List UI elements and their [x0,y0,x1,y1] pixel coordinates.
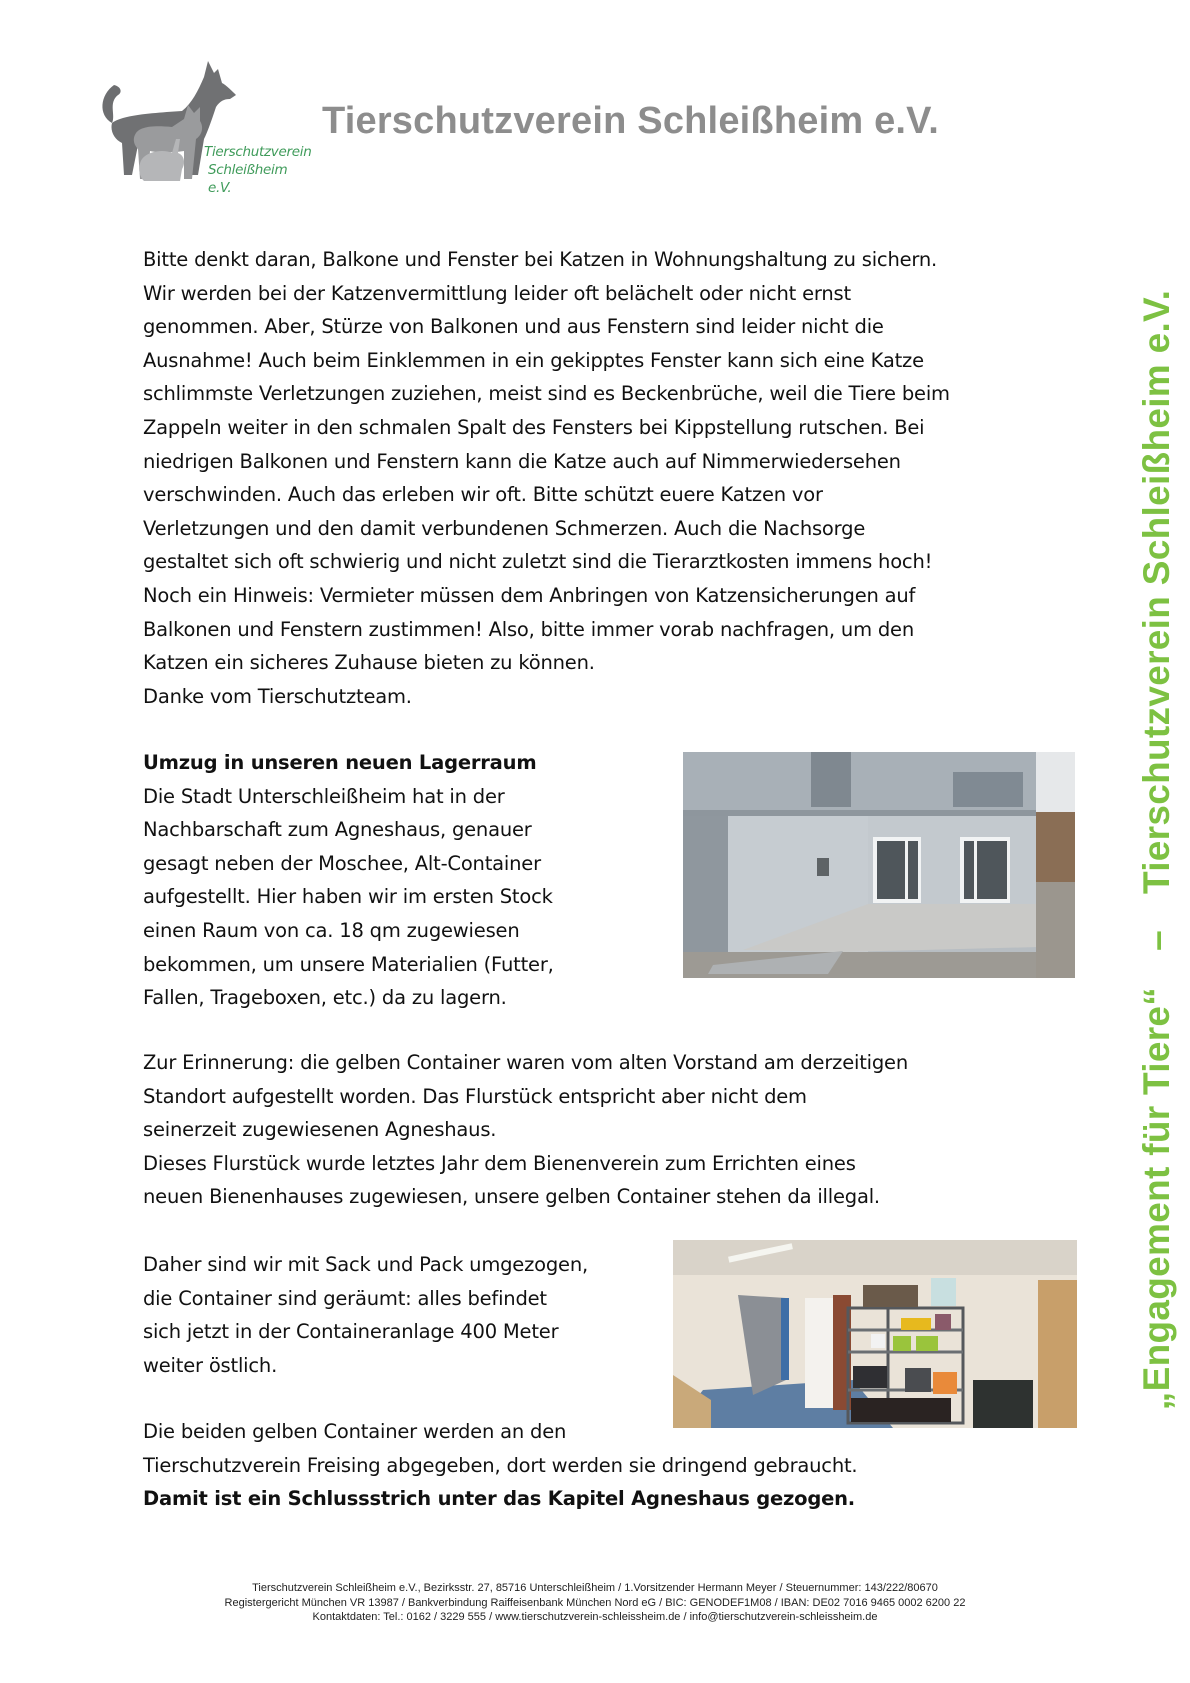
closing-bold-line: Damit ist ein Schlussstrich unter das Kapitel Agneshaus gezogen. [143,1487,856,1511]
logo-text-line: Tierschutzverein [204,144,312,160]
footer-bank-line: Registergericht München VR 13987 / Bankverbindung Raiffeisenbank München Nord eG / BIC: GENODEF1M08 / IBAN: DE02 7016 9465 0002 6200 22 [224,1596,966,1609]
text-line: Tierschutzverein Freising abgegeben, dort werden sie dringend gebraucht. [143,1453,858,1477]
text-line: Ausnahme! Auch beim Einklemmen in ein gekipptes Fenster kann sich eine Katze [143,348,924,372]
slogan-quote: „Engagement für Tiere“ [1136,986,1177,1411]
reminder-paragraph [143,1046,908,1214]
text-line: Bitte denkt daran, Balkone und Fenster bei Katzen in Wohnungshaltung zu sichern. [143,248,938,271]
text-line: bekommen, um unsere Materialien (Futter, [143,952,554,976]
text-line: Nachbarschaft zum Agneshaus, genauer [143,818,532,842]
text-line: sich jetzt in der Containeranlage 400 Meter [143,1320,559,1344]
text-line: Dieses Flurstück wurde letztes Jahr dem Bienenverein zum Errichten eines [143,1151,856,1175]
text-line: genommen. Aber, Stürze von Balkonen und aus Fenstern sind leider nicht die [143,315,884,339]
footer [0,1581,1190,1625]
text-line: schlimmste Verletzungen zuziehen, meist sind es Beckenbrüche, weil die Tiere beim [143,382,950,406]
logo [92,55,312,196]
slogan-name: Tierschutzverein Schleißheim e.V. [1136,289,1177,895]
text-line: Verletzungen und den damit verbundenen Schmerzen. Auch die Nachsorge [143,516,866,540]
photo-storage-room [673,1240,1077,1428]
text-line: die Container sind geräumt: alles befindet [143,1286,547,1310]
text-line: Die Stadt Unterschleißheim hat in der [143,784,505,808]
logo-text [204,143,311,197]
text-line: Die beiden gelben Container werden an den [143,1420,567,1443]
text-line: Standort aufgestellt worden. Das Flurstück entspricht aber nicht dem [143,1084,807,1108]
text-line: seinerzeit zugewiesenen Agneshaus. [143,1118,497,1142]
photo-containers [683,752,1075,978]
text-line: Daher sind wir mit Sack und Pack umgezogen, [143,1253,588,1276]
text-line: Noch ein Hinweis: Vermieter müssen dem Anbringen von Katzensicherungen auf [143,583,916,607]
page-title: Tierschutzverein Schleißheim e.V. [322,100,939,142]
text-line: Fallen, Trageboxen, etc.) da zu lagern. [143,986,507,1010]
text-line: Zur Erinnerung: die gelben Container waren vom alten Vorstand am derzeitigen [143,1051,909,1074]
text-line: Danke vom Tierschutzteam. [143,684,412,708]
text-line: weiter östlich. [143,1353,278,1377]
logo-text-line: Schleißheim e.V. [208,162,288,196]
intro-paragraph [143,243,950,713]
text-line: gesagt neben der Moschee, Alt-Container [143,851,541,875]
vertical-slogan [1136,290,1178,1410]
text-line: einen Raum von ca. 18 qm zugewiesen [143,918,520,942]
text-line: niedrigen Balkonen und Fenstern kann die Katze auch auf Nimmerwiedersehen [143,449,901,473]
move-paragraph [143,1248,588,1382]
closing-paragraph [143,1415,857,1516]
text-line: Wir werden bei der Katzenvermittlung leider oft belächelt oder nicht ernst [143,281,851,305]
footer-address-line: Tierschutzverein Schleißheim e.V., Bezirksstr. 27, 85716 Unterschleißheim / 1.Vorsitzender Hermann Meyer / Steuernummer: 143/222/80670 [252,1582,938,1594]
text-line: Zappeln weiter in den schmalen Spalt des Fensters bei Kippstellung rutschen. Bei [143,415,925,439]
footer-contact-line: Kontaktdaten: Tel.: 0162 / 3229 555 / www.tierschutzverein-schleissheim.de / info@tierschutzverein-schleissheim.de [312,1611,878,1623]
text-line: Katzen ein sicheres Zuhause bieten zu können. [143,651,595,675]
section-umzug [143,746,554,1015]
text-line: aufgestellt. Hier haben wir im ersten Stock [143,885,553,909]
text-line: neuen Bienenhauses zugewiesen, unsere gelben Container stehen da illegal. [143,1185,880,1209]
slogan-dash: – [1136,930,1177,951]
text-line: verschwinden. Auch das erleben wir oft. Bitte schützt euere Katzen vor [143,483,823,507]
text-line: gestaltet sich oft schwierig und nicht zuletzt sind die Tierarztkosten immens hoch! [143,550,933,574]
section-heading: Umzug in unseren neuen Lagerraum [143,751,537,774]
text-line: Balkonen und Fenstern zustimmen! Also, bitte immer vorab nachfragen, um den [143,617,914,641]
